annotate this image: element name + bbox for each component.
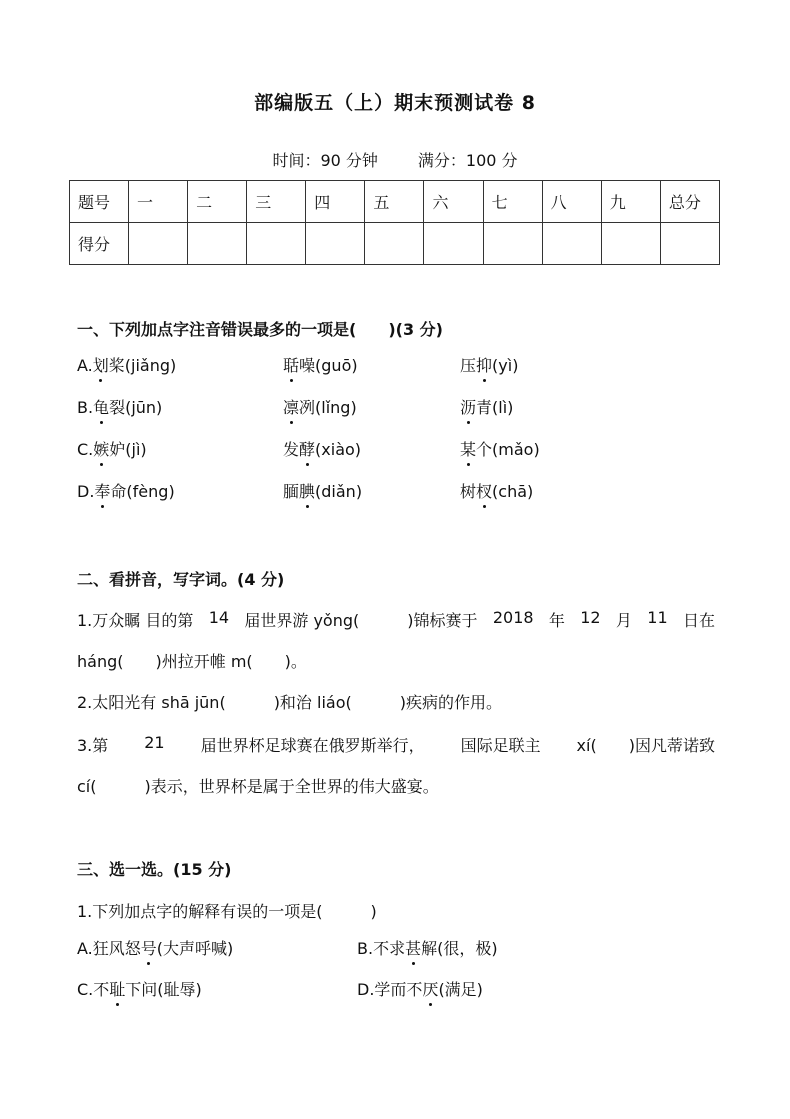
- question-line: 1.万众瞩 目的第 14 届世界游 yǒng( )锦标赛于 2018 年 12 月 11 日在: [77, 608, 715, 630]
- option-item: 发酵(xiào): [283, 437, 361, 460]
- option-item[interactable]: C.嫉妒(jì): [77, 437, 147, 460]
- score-input-cell[interactable]: [601, 223, 660, 265]
- exam-info: [0, 148, 790, 171]
- score-table-header-row: [70, 181, 720, 223]
- option-item[interactable]: A.划桨(jiǎng): [77, 353, 176, 376]
- option-b[interactable]: B.不求甚解(很，极): [357, 936, 498, 959]
- score-table: [69, 180, 720, 265]
- score-input-cell[interactable]: [365, 223, 424, 265]
- table-cell: 题号: [70, 181, 129, 223]
- score-input-cell[interactable]: [660, 223, 719, 265]
- question-line: 2.太阳光有 shā jūn( )和治 liáo( )疾病的作用。: [77, 693, 502, 712]
- section-1-heading: 一、下列加点字注音错误最多的一项是( )(3 分): [77, 320, 443, 339]
- score-input-cell[interactable]: [424, 223, 483, 265]
- score-input-cell[interactable]: [306, 223, 365, 265]
- option-item: 压抑(yì): [460, 353, 518, 376]
- option-item[interactable]: D.奉命(fèng): [77, 479, 175, 502]
- score-table-score-row: [70, 223, 720, 265]
- section-2-heading: 二、看拼音，写字词。(4 分): [77, 570, 285, 589]
- question-line: cí( )表示，世界杯是属于全世界的伟大盛宴。: [77, 777, 439, 796]
- table-cell: 五: [365, 181, 424, 223]
- option-item: 腼腆(diǎn): [283, 479, 362, 502]
- table-cell: 二: [188, 181, 247, 223]
- score-input-cell[interactable]: [483, 223, 542, 265]
- page-title: 部编版五（上）期末预测试卷 8: [254, 92, 536, 114]
- time-label: 时间：90 分钟: [272, 151, 378, 170]
- option-d[interactable]: D.学而不厌(满足): [357, 977, 483, 1000]
- table-cell: 四: [306, 181, 365, 223]
- option-a[interactable]: A.狂风怒号(大声呼喊): [77, 936, 233, 959]
- table-cell: 总分: [660, 181, 719, 223]
- question-line: 1.下列加点字的解释有误的一项是( ): [77, 902, 377, 921]
- table-cell: 九: [601, 181, 660, 223]
- option-c[interactable]: C.不耻下问(耻辱): [77, 977, 202, 1000]
- table-cell: 得分: [70, 223, 129, 265]
- score-input-cell[interactable]: [129, 223, 188, 265]
- section-3-heading: 三、选一选。(15 分): [77, 860, 232, 879]
- option-item: 凛冽(lǐng): [283, 395, 357, 418]
- table-cell: 八: [542, 181, 601, 223]
- table-cell: 三: [247, 181, 306, 223]
- question-line: 3.第 21 届世界杯足球赛在俄罗斯举行， 国际足联主 xí( )因凡蒂诺致: [77, 733, 715, 755]
- option-item: 某个(mǎo): [460, 437, 540, 460]
- option-item: 沥青(lì): [460, 395, 513, 418]
- table-cell: 一: [129, 181, 188, 223]
- option-item[interactable]: B.龟裂(jūn): [77, 395, 162, 418]
- option-item: 树杈(chā): [460, 479, 533, 502]
- score-input-cell[interactable]: [188, 223, 247, 265]
- score-input-cell[interactable]: [542, 223, 601, 265]
- question-line: háng( )州拉开帷 m( )。: [77, 652, 307, 671]
- score-input-cell[interactable]: [247, 223, 306, 265]
- table-cell: 七: [483, 181, 542, 223]
- option-item: 聒噪(guō): [283, 353, 358, 376]
- table-cell: 六: [424, 181, 483, 223]
- score-label: 满分：100 分: [417, 151, 518, 170]
